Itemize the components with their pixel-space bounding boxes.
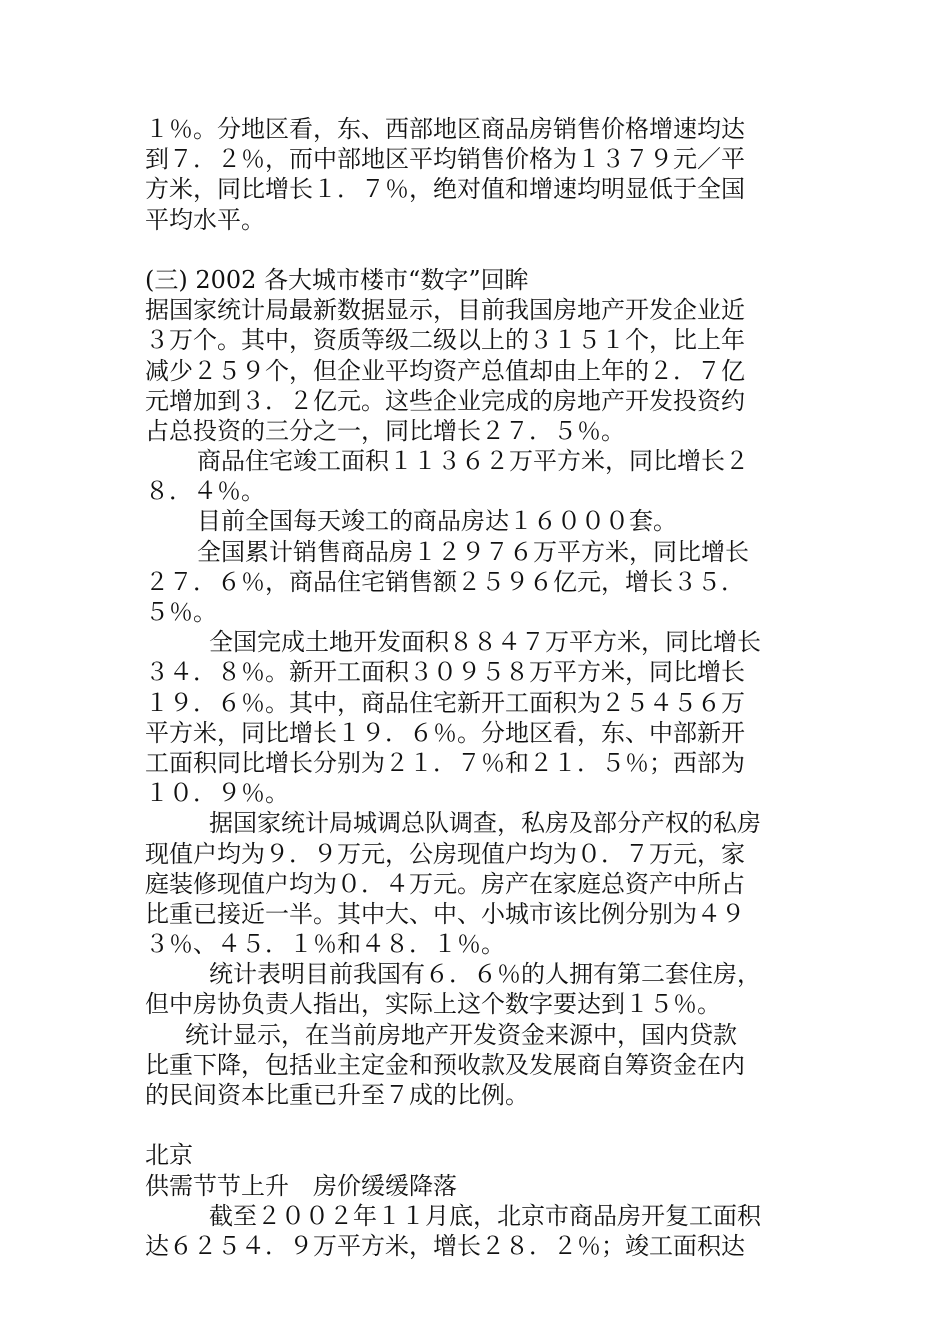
text-line: 现值户均为９．９万元，公房现值户均为０．７万元，家 — [145, 839, 745, 868]
text-line: １％。分地区看，东、西部地区商品房销售价格增速均达 — [145, 115, 745, 143]
text-line: 到７．２％，而中部地区平均销售价格为１３７９元／平 — [145, 145, 745, 174]
text-line: 据国家统计局最新数据显示，目前我国房地产开发企业近 — [145, 296, 745, 325]
text-line: 庭装修现值户均为０．４万元。房产在家庭总资产中所占 — [145, 869, 745, 898]
paragraph-capital-sources — [145, 1020, 810, 1111]
text-line: 占总投资的三分之一，同比增长２７．５％。 — [145, 416, 625, 445]
text-line: 据国家统计局城调总队调查，私房及部分产权的私房 — [209, 809, 761, 838]
document-body — [145, 114, 810, 1261]
text-line: ５％。 — [145, 598, 217, 626]
text-line: 统计表明目前我国有６．６％的人拥有第二套住房， — [209, 960, 761, 989]
text-line: 达６２５４．９万平方米，增长２８．２％；竣工面积达 — [145, 1231, 745, 1260]
text-line: 统计显示，在当前房地产开发资金来源中，国内贷款 — [185, 1020, 737, 1049]
section-title: (三) 2002 各大城市楼市“数字”回眸 — [145, 265, 529, 294]
blank-line — [145, 235, 810, 265]
text-line: ２７．６％，商品住宅销售额２５９６亿元，增长３５． — [145, 567, 745, 596]
text-line: 目前全国每天竣工的商品房达１６０００套。 — [197, 507, 677, 536]
text-line: ８．４％。 — [145, 477, 265, 506]
blank-line — [145, 1110, 810, 1140]
text-line: 平方米，同比增长１９．６％。分地区看，东、中部新开 — [145, 718, 745, 747]
text-line: 比重已接近一半。其中大、中、小城市该比例分别为４９ — [145, 899, 745, 928]
paragraph-daily-completion — [145, 506, 810, 536]
text-line: 工面积同比增长分别为２１．７％和２１．５％；西部为 — [145, 748, 745, 777]
paragraph-completed-area — [145, 446, 810, 506]
paragraph-land-development — [145, 627, 810, 808]
city-subheading: 供需节节上升 房价缓缓降落 — [145, 1171, 457, 1200]
text-line: 全国累计销售商品房１２９７６万平方米，同比增长 — [197, 537, 749, 566]
text-line: 方米，同比增长１．７％，绝对值和增速均明显低于全国 — [145, 175, 745, 204]
text-line: 元增加到３．２亿元。这些企业完成的房地产开发投资约 — [145, 386, 745, 415]
text-line: １９．６％。其中，商品住宅新开工面积为２５４５６万 — [145, 688, 745, 717]
paragraph-developers — [145, 295, 810, 446]
text-line: ３％、４５．１％和４８．１％。 — [145, 930, 505, 959]
text-line: １０．９％。 — [145, 779, 289, 808]
text-line: 的民间资本比重已升至７成的比例。 — [145, 1081, 529, 1109]
text-line: 减少２５９个，但企业平均资产总值却由上年的２．７亿 — [145, 356, 745, 385]
paragraph-sales — [145, 537, 810, 628]
text-line: ３万个。其中，资质等级二级以上的３１５１个，比上年 — [145, 326, 745, 355]
text-line: ３４．８％。新开工面积３０９５８万平方米，同比增长 — [145, 658, 745, 687]
text-line: 但中房协负责人指出，实际上这个数字要达到１５％。 — [145, 990, 721, 1019]
text-line: 全国完成土地开发面积８８４７万平方米，同比增长 — [209, 628, 761, 657]
paragraph-price-regions — [145, 114, 810, 235]
text-line: 商品住宅竣工面积１１３６２万平方米，同比增长２ — [197, 447, 749, 476]
text-line: 比重下降，包括业主定金和预收款及发展商自筹资金在内 — [145, 1050, 745, 1079]
text-line: 截至２００２年１１月底，北京市商品房开复工面积 — [209, 1201, 761, 1230]
text-line: 平均水平。 — [145, 205, 265, 234]
paragraph-second-home — [145, 959, 810, 1019]
city-heading: 北京 — [145, 1141, 193, 1170]
paragraph-household-assets — [145, 808, 810, 959]
paragraph-beijing-construction — [145, 1201, 810, 1261]
